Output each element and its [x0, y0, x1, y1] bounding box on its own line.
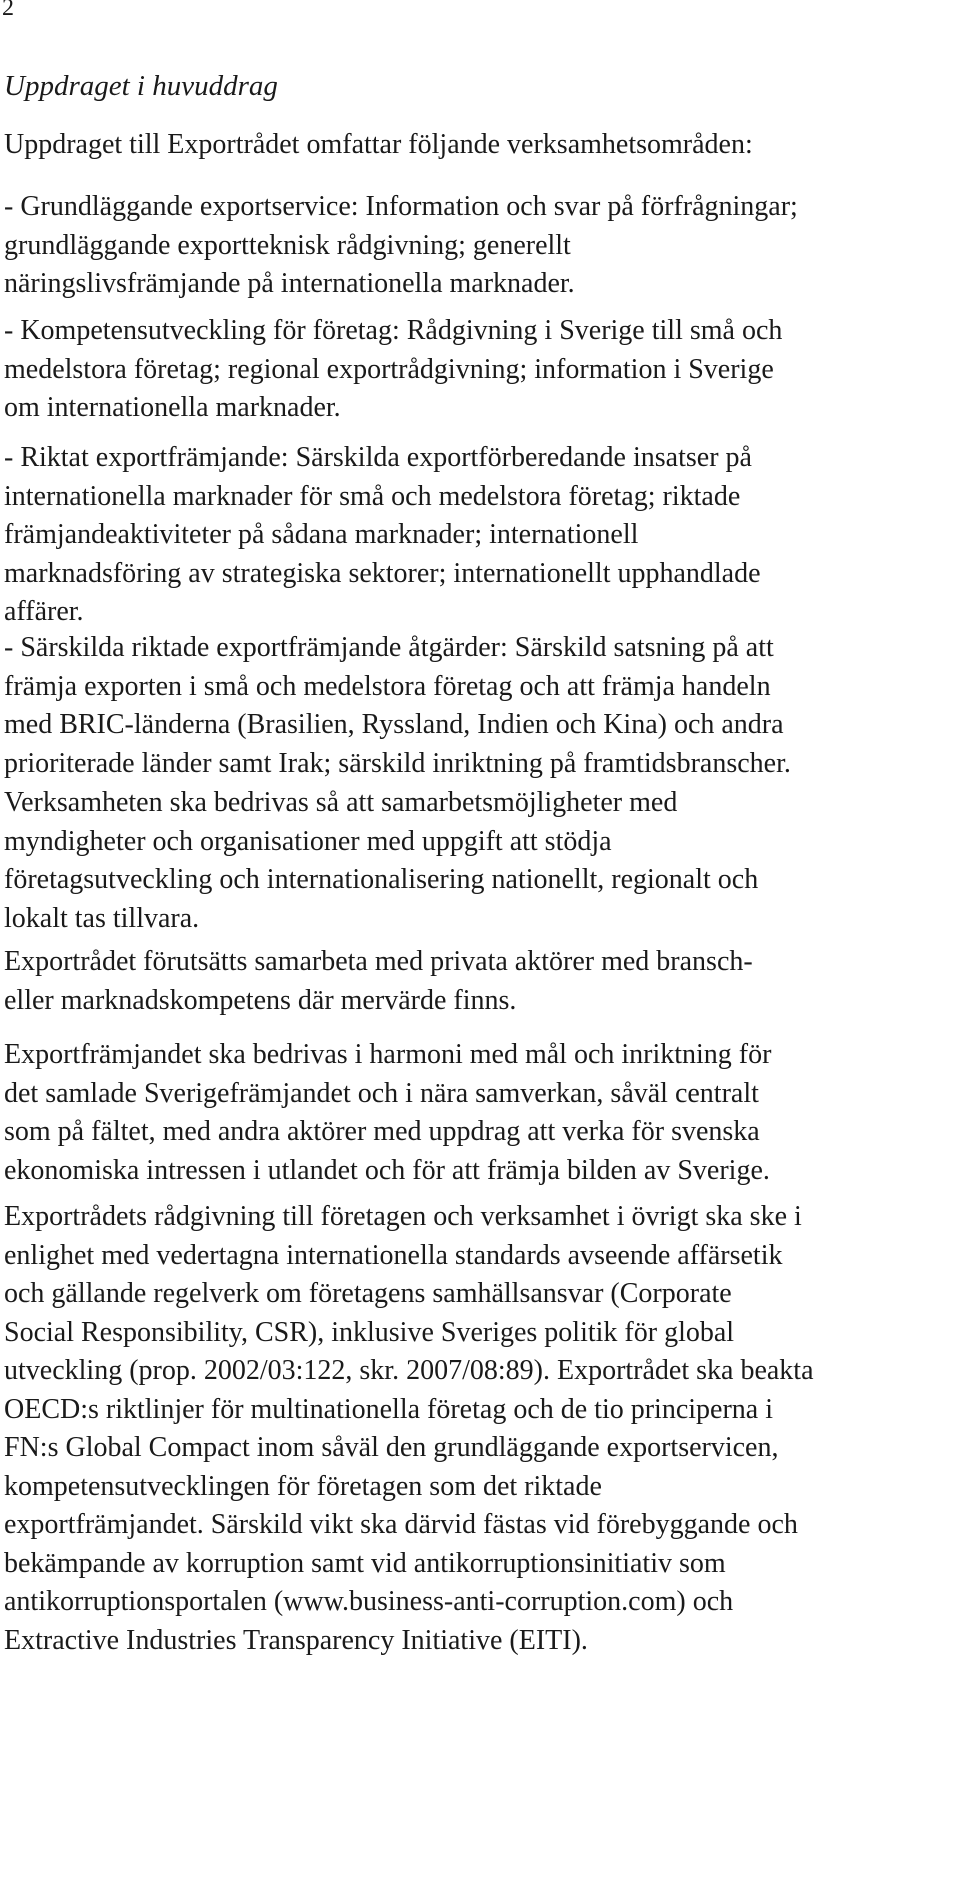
text-line: utveckling (prop. 2002/03:122, skr. 2007/08:89). Exportrådet ska beakta — [4, 1355, 814, 1386]
text-line: lokalt tas tillvara. — [4, 902, 200, 934]
text-line: och gällande regelverk om företagens samhällsansvar (Corporate — [4, 1278, 732, 1309]
text-line: OECD:s riktlinjer för multinationella företag och de tio principerna i — [4, 1393, 774, 1425]
text-line: exportfrämjandet. Särskild vikt ska därvid fästas vid förebyggande och — [4, 1509, 798, 1540]
section-heading: Uppdraget i huvuddrag — [4, 70, 278, 102]
paragraph — [4, 126, 956, 165]
text-line: Exportrådet förutsätts samarbeta med privata aktörer med bransch- — [4, 946, 753, 977]
text-line: främjandeaktiviteter på sådana marknader; internationell — [4, 519, 639, 550]
text-line: Social Responsibility, CSR), inklusive Sveriges politik för global — [4, 1316, 735, 1348]
text-line: FN:s Global Compact inom såväl den grundläggande exportservicen, — [4, 1432, 779, 1463]
text-line: företagsutveckling och internationalisering nationellt, regionalt och — [4, 864, 759, 895]
text-line: antikorruptionsportalen (www.business-anti-corruption.com) och — [4, 1586, 734, 1617]
text-line: enlighet med vedertagna internationella standards avseende affärsetik — [4, 1239, 783, 1271]
text-line: internationella marknader för små och medelstora företag; riktade — [4, 480, 741, 512]
text-line: grundläggande exportteknisk rådgivning; generellt — [4, 229, 571, 261]
text-line: Verksamheten ska bedrivas så att samarbetsmöjligheter med — [4, 787, 678, 818]
text-line: det samlade Sverigefrämjandet och i nära samverkan, såväl centralt — [4, 1077, 759, 1109]
text-line: - Särskilda riktade exportfrämjande åtgärder: Särskild satsning på att — [4, 632, 774, 663]
text-line: om internationella marknader. — [4, 392, 341, 423]
text-line: med BRIC-länderna (Brasilien, Ryssland, Indien och Kina) och andra — [4, 709, 784, 740]
text-line: - Riktat exportfrämjande: Särskilda exportförberedande insatser på — [4, 442, 752, 473]
text-line: marknadsföring av strategiska sektorer; internationellt upphandlade — [4, 557, 761, 589]
text-line: kompetensutvecklingen för företagen som det riktade — [4, 1470, 602, 1502]
text-line: Extractive Industries Transparency Initiative (EITI). — [4, 1624, 588, 1656]
text-line: bekämpande av korruption samt vid antikorruptionsinitiativ som — [4, 1547, 726, 1579]
text-line: affärer. — [4, 596, 84, 627]
text-line: eller marknadskompetens där mervärde finns. — [4, 984, 517, 1016]
text-line: - Kompetensutveckling för företag: Rådgivning i Sverige till små och — [4, 315, 783, 346]
text-line: Uppdraget till Exportrådet omfattar följande verksamhetsområden: — [4, 129, 753, 160]
text-line: ekonomiska intressen i utlandet och för att främja bilden av Sverige. — [4, 1154, 770, 1186]
text-line: Exportfrämjandet ska bedrivas i harmoni med mål och inriktning för — [4, 1039, 772, 1070]
paragraph — [4, 1036, 956, 1190]
paragraph — [4, 439, 956, 632]
text-line: näringslivsfrämjande på internationella marknader. — [4, 268, 575, 299]
text-line: myndigheter och organisationer med uppgift att stödja — [4, 825, 612, 857]
text-line: som på fältet, med andra aktörer med uppdrag att verka för svenska — [4, 1116, 760, 1147]
paragraph — [4, 629, 956, 783]
page-number: 2 — [2, 0, 14, 21]
paragraph — [4, 784, 956, 938]
text-line: medelstora företag; regional exportrådgivning; information i Sverige — [4, 353, 774, 385]
text-line: prioriterade länder samt Irak; särskild inriktning på framtidsbranscher. — [4, 747, 791, 779]
paragraph — [4, 943, 956, 1020]
paragraph — [4, 312, 956, 428]
text-line: - Grundläggande exportservice: Information och svar på förfrågningar; — [4, 191, 798, 222]
paragraph — [4, 1198, 956, 1660]
paragraph — [4, 188, 956, 304]
text-line: Exportrådets rådgivning till företagen och verksamhet i övrigt ska ske i — [4, 1201, 802, 1232]
text-line: främja exporten i små och medelstora företag och att främja handeln — [4, 670, 771, 702]
